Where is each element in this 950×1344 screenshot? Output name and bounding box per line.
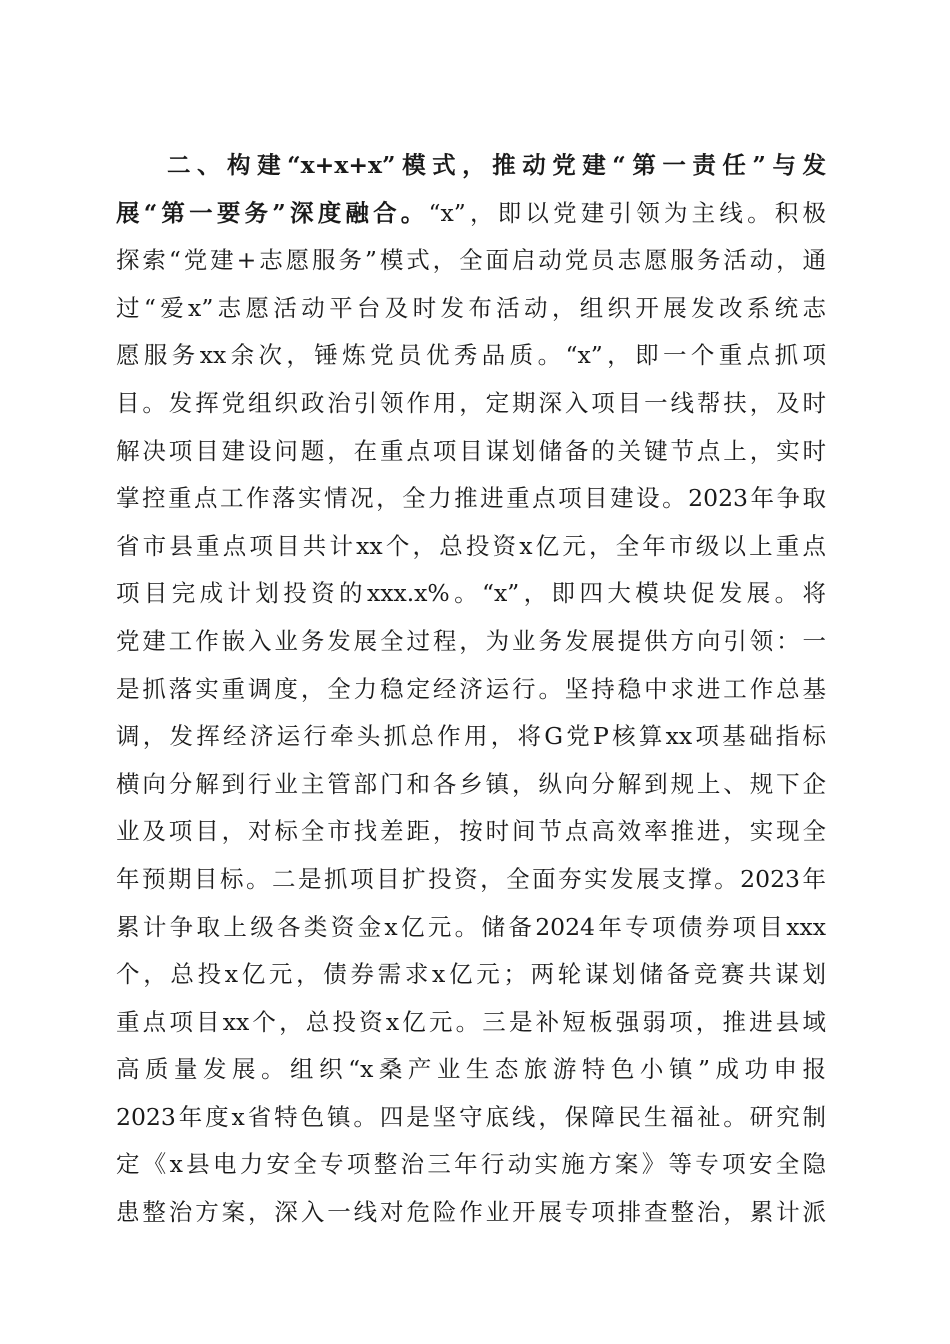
- line-text: “x”，即以党建引领为主线。积极: [428, 198, 826, 227]
- body-text: [116, 142, 826, 1237]
- text-line: 横向分解到行业主管部门和各乡镇，纵向分解到规上、规下企: [116, 769, 826, 798]
- section-heading-continued: 展“第一要务”深度融合。: [116, 198, 429, 227]
- text-line: 重点项目xx个，总投资x亿元。三是补短板强弱项，推进县域: [116, 1007, 826, 1036]
- text-line: 调，发挥经济运行牵头抓总作用，将G党P核算xx项基础指标: [116, 722, 826, 751]
- text-line: 患整治方案，深入一线对危险作业开展专项排查整治，累计派: [116, 1198, 826, 1227]
- text-line: 个，总投x亿元，债券需求x亿元；两轮谋划储备竞赛共谋划: [116, 960, 826, 989]
- text-line: 累计争取上级各类资金x亿元。储备2024年专项债券项目xxx: [116, 912, 826, 941]
- text-line: 目。发挥党组织政治引领作用，定期深入项目一线帮扶，及时: [116, 388, 826, 417]
- section-heading: 二、构建“x+x+x”模式，推动党建“第一责任”与发: [167, 151, 826, 179]
- text-line: 探索“党建+志愿服务”模式，全面启动党员志愿服务活动，通: [116, 246, 826, 275]
- text-line: 解决项目建设问题，在重点项目谋划储备的关键节点上，实时: [116, 436, 826, 465]
- text-line: 项目完成计划投资的xxx.x%。“x”，即四大模块促发展。将: [116, 579, 826, 608]
- text-line: 愿服务xx余次，锤炼党员优秀品质。“x”，即一个重点抓项: [116, 341, 826, 370]
- text-line: 业及项目，对标全市找差距，按时间节点高效率推进，实现全: [116, 817, 826, 846]
- text-line: [116, 190, 826, 238]
- text-line: 高质量发展。组织“x桑产业生态旅游特色小镇”成功申报: [116, 1055, 826, 1084]
- text-line: 党建工作嵌入业务发展全过程，为业务发展提供方向引领：一: [116, 626, 826, 655]
- text-line: 定《x县电力安全专项整治三年行动实施方案》等专项安全隐: [116, 1150, 826, 1179]
- text-line: 过“爱x”志愿活动平台及时发布活动，组织开展发改系统志: [116, 293, 826, 322]
- text-line: 2023年度x省特色镇。四是坚守底线，保障民生福祉。研究制: [116, 1102, 826, 1131]
- text-line: 省市县重点项目共计xx个，总投资x亿元，全年市级以上重点: [116, 531, 826, 560]
- text-line: 掌控重点工作落实情况，全力推进重点项目建设。2023年争取: [116, 484, 826, 513]
- text-line: [116, 142, 826, 190]
- text-line: 是抓落实重调度，全力稳定经济运行。坚持稳中求进工作总基: [116, 674, 826, 703]
- text-line: 年预期目标。二是抓项目扩投资，全面夯实发展支撑。2023年: [116, 864, 826, 893]
